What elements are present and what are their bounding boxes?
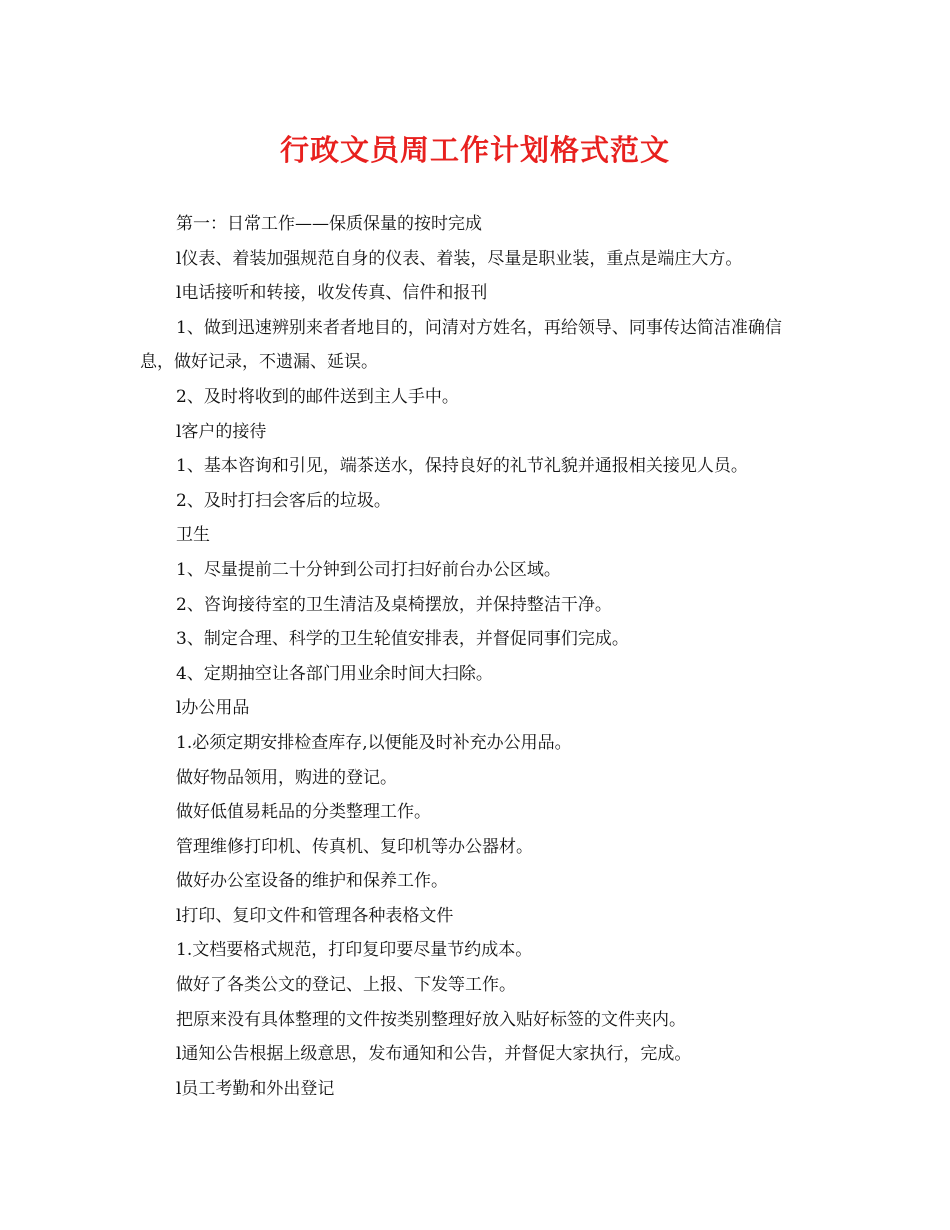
paragraph: 2、咨询接待室的卫生清洁及桌椅摆放，并保持整洁干净。 [176, 594, 612, 615]
paragraph: 做好物品领用，购进的登记。 [176, 767, 397, 788]
paragraph: 管理维修打印机、传真机、复印机等办公器材。 [176, 836, 533, 857]
paragraph: 2、及时打扫会客后的垃圾。 [176, 490, 391, 511]
paragraph: 做好低值易耗品的分类整理工作。 [176, 802, 431, 823]
paragraph: 把原来没有具体整理的文件按类别整理好放入贴好标签的文件夹内。 [176, 1009, 686, 1030]
paragraph: 1、基本咨询和引见，端茶送水，保持良好的礼节礼貌并通报相关接见人员。 [176, 456, 748, 477]
document-body [140, 207, 812, 1106]
paragraph: 做好了各类公文的登记、上报、下发等工作。 [176, 975, 516, 996]
paragraph: 做好办公室设备的维护和保养工作。 [176, 871, 448, 892]
paragraph: l通知公告根据上级意思，发布通知和公告，并督促大家执行，完成。 [176, 1044, 692, 1065]
paragraph: l办公用品 [176, 698, 250, 719]
paragraph: 1.必须定期安排检查库存,以便能及时补充办公用品。 [176, 732, 572, 753]
paragraph: l电话接听和转接，收发传真、信件和报刊 [176, 283, 488, 304]
paragraph: 2、及时将收到的邮件送到主人手中。 [176, 386, 459, 407]
paragraph: l仪表、着装加强规范自身的仪表、着装，尽量是职业装，重点是端庄大方。 [176, 248, 743, 269]
paragraph: 卫生 [176, 525, 210, 546]
document-title: 行政文员周工作计划格式范文 [279, 133, 670, 167]
paragraph: 第一：日常工作——保质保量的按时完成 [176, 214, 482, 234]
paragraph: l客户的接待 [176, 421, 267, 442]
paragraph: 3、制定合理、科学的卫生轮值安排表，并督促同事们完成。 [176, 629, 629, 650]
paragraph: l打印、复印文件和管理各种表格文件 [176, 905, 454, 926]
paragraph: l员工考勤和外出登记 [176, 1078, 335, 1099]
paragraph: 4、定期抽空让各部门用业余时间大扫除。 [176, 663, 493, 684]
paragraph: 1、做到迅速辨别来者者地目的，问清对方姓名，再给领导、同事传达简洁准确信息，做好记录，不遗漏、延误。 [140, 317, 782, 373]
paragraph: 1.文档要格式规范，打印复印要尽量节约成本。 [176, 940, 533, 961]
paragraph: 1、尽量提前二十分钟到公司打扫好前台办公区域。 [176, 559, 561, 580]
